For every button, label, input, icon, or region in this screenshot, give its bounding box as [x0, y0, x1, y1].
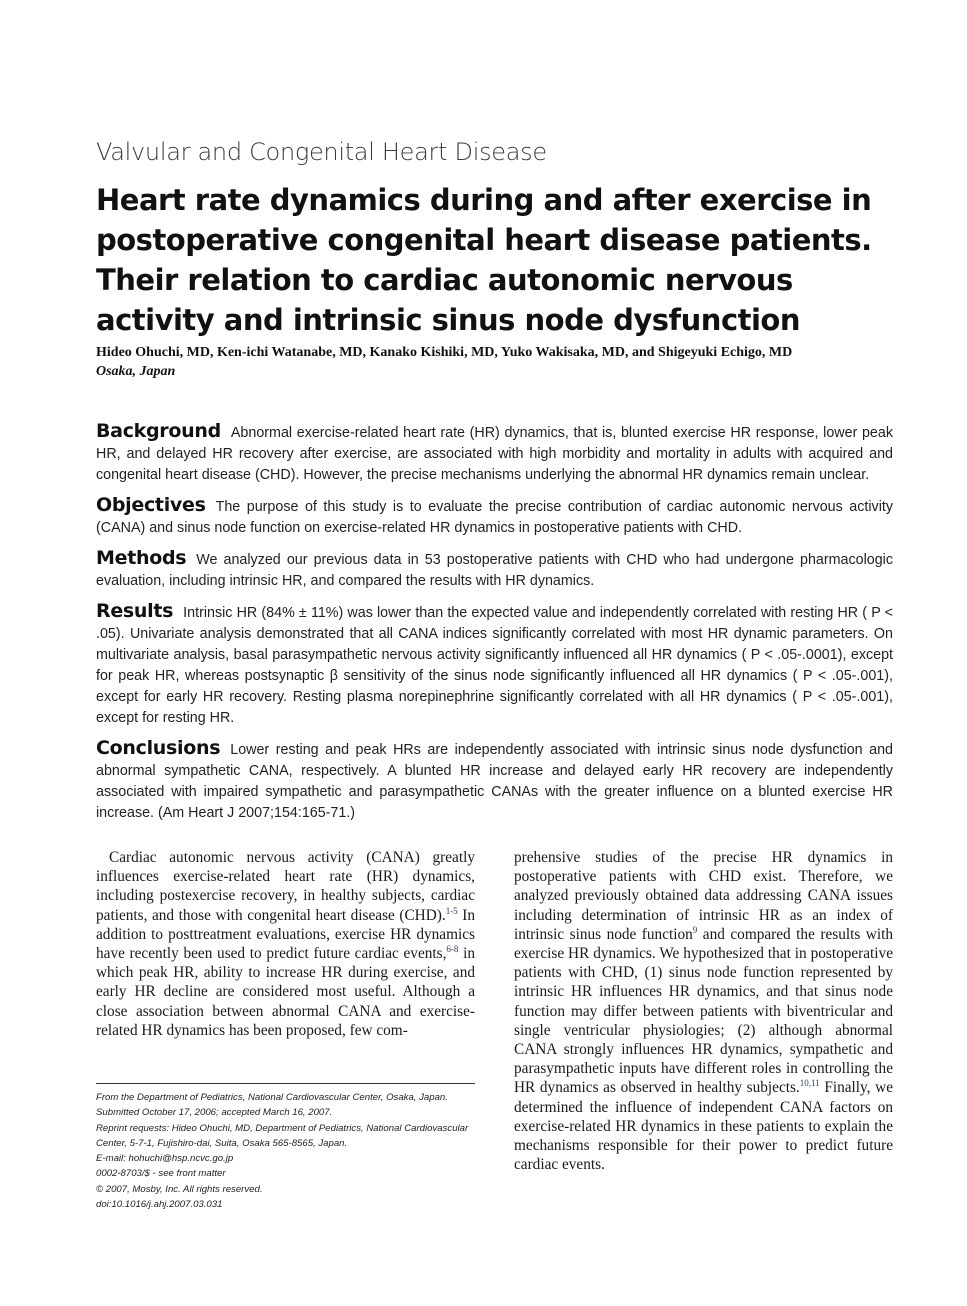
- body-text: in which peak HR, ability to increase HR during exercise, and early HR decline are considered most useful. Although a close association between abnormal CANA and exercise-related HR dynamics has been proposed, few com-: [96, 945, 475, 1039]
- author-list: Hideo Ohuchi, MD, Ken-ichi Watanabe, MD, Kanako Kishiki, MD, Yuko Wakisaka, MD, and Shigeyuki Echigo, MD: [96, 345, 793, 360]
- article-title: Heart rate dynamics during and after exercise in postoperative congenital heart disease patients. Their relation to cardiac autonomic nervous activity and intrinsic sinus node dysfunction: [96, 183, 872, 337]
- body-text: Cardiac autonomic nervous activity (CANA) greatly influences exercise-related heart rate (HR) dynamics, including postexercise recovery, in healthy subjects, cardiac patients, and those with congenital heart disease (CHD).: [96, 849, 475, 924]
- body-column-left: [96, 848, 475, 1040]
- abstract-results: [96, 601, 893, 729]
- abstract-text: Lower resting and peak HRs are independently associated with intrinsic sinus node dysfunction and abnormal sympathetic CANA, respectively. A blunted HR increase and delayed early HR recovery are independently associated with impaired sympathetic and parasympathetic CANAs with the greater influence on a blunted exercise HR increase. (Am Heart J 2007;154:165-71.): [96, 742, 893, 821]
- abstract-heading: Results: [96, 600, 174, 622]
- body-text: and compared the results with exercise HR dynamics. We hypothesized that in postoperative patients with CHD, (1) sinus node function represented by intrinsic HR influences HR dynamics, and that sinus node function may differ between patients with biventricular and single ventricular physiologies; (2) although abnormal CANA strongly influences HR dynamics, sympathetic and parasympathetic inputs have different roles in controlling the HR dynamics as observed in healthy subjects.: [514, 925, 893, 1097]
- author-location: Osaka, Japan: [96, 364, 176, 379]
- abstract-heading: Methods: [96, 547, 187, 569]
- abstract-text: Abnormal exercise-related heart rate (HR) dynamics, that is, blunted exercise HR response, lower peak HR, and delayed HR recovery after exercise, are associated with high morbidity and mortality in adults with acquired and congenital heart disease (CHD). However, the precise mechanisms underlying the abnormal HR dynamics remain unclear.: [96, 425, 893, 483]
- body-text: Finally, we determined the influence of independent CANA factors on exercise-related HR dynamics in these patients to explain the mechanisms responsible for their power to predict future cardiac events.: [514, 1079, 893, 1174]
- footnote-divider: [96, 1083, 475, 1084]
- abstract-text: We analyzed our previous data in 53 postoperative patients with CHD who had undergone pharmacologic evaluation, including intrinsic HR, and compared the results with HR dynamics.: [96, 552, 893, 589]
- footnotes: [96, 1090, 481, 1212]
- citation-link[interactable]: 9: [692, 924, 698, 935]
- abstract-text: The purpose of this study is to evaluate the precise contribution of cardiac autonomic nervous activity (CANA) and sinus node function on exercise-related HR dynamics in postoperative patients with CHD.: [96, 499, 893, 536]
- footnote-issn: 0002-8703/$ - see front matter: [96, 1168, 226, 1180]
- section-label: Valvular and Congenital Heart Disease: [96, 138, 547, 166]
- body-text: prehensive studies of the precise HR dynamics in postoperative patients with CHD exist. Therefore, we analyzed previously obtained data addressing CANA issues including determination of intrinsic HR as an index of intrinsic sinus node function: [514, 849, 893, 943]
- author-block: [96, 343, 916, 381]
- body-paragraph: [96, 848, 475, 1040]
- abstract-objectives: [96, 495, 893, 539]
- abstract-background: [96, 421, 893, 486]
- abstract-heading: Background: [96, 420, 221, 442]
- abstract-methods: [96, 548, 893, 592]
- footnote-doi[interactable]: doi:10.1016/j.ahj.2007.03.031: [96, 1199, 223, 1211]
- abstract-heading: Conclusions: [96, 737, 221, 759]
- abstract-conclusions: [96, 738, 893, 824]
- footnote-address: Center, 5-7-1, Fujishiro-dai, Suita, Osaka 565-8565, Japan.: [96, 1137, 348, 1149]
- body-paragraph: [514, 848, 893, 1174]
- footnote-affiliation: From the Department of Pediatrics, National Cardiovascular Center, Osaka, Japan.: [96, 1092, 448, 1103]
- footnote-dates: Submitted October 17, 2006; accepted March 16, 2007.: [96, 1107, 333, 1119]
- abstract-text: Intrinsic HR (84% ± 11%) was lower than the expected value and independently correlated with resting HR ( P < .05). Univariate analysis demonstrated that all CANA indices significantly correlated with most HR dynamic parameters. On multivariate analysis, basal parasympathetic nervous activity significantly influenced all HR dynamics ( P < .05-.0001), except for peak HR, whereas postsynaptic β sensitivity of the sinus node significantly influenced all HR dynamics ( P < .05-.001), except for early HR recovery. Resting plasma norepinephrine significantly correlated with all HR dynamics ( P < .05-.001), except for resting HR.: [96, 605, 893, 726]
- body-text: In addition to posttreatment evaluations, exercise HR dynamics have recently been used to predict future cardiac events,: [96, 906, 475, 963]
- citation-link[interactable]: 6-8: [446, 944, 459, 955]
- abstract: [96, 421, 893, 833]
- citation-link[interactable]: 10,11: [799, 1078, 820, 1089]
- abstract-heading: Objectives: [96, 494, 206, 516]
- footnote-copyright: © 2007, Mosby, Inc. All rights reserved.: [96, 1183, 263, 1195]
- footnote-email[interactable]: E-mail: hohuchi@hsp.ncvc.go.jp: [96, 1153, 234, 1165]
- footnote-reprint: Reprint requests: Hideo Ohuchi, MD, Department of Pediatrics, National Cardiovascular: [96, 1122, 469, 1134]
- body-column-right: [514, 848, 893, 1174]
- citation-link[interactable]: 1-5: [445, 905, 458, 916]
